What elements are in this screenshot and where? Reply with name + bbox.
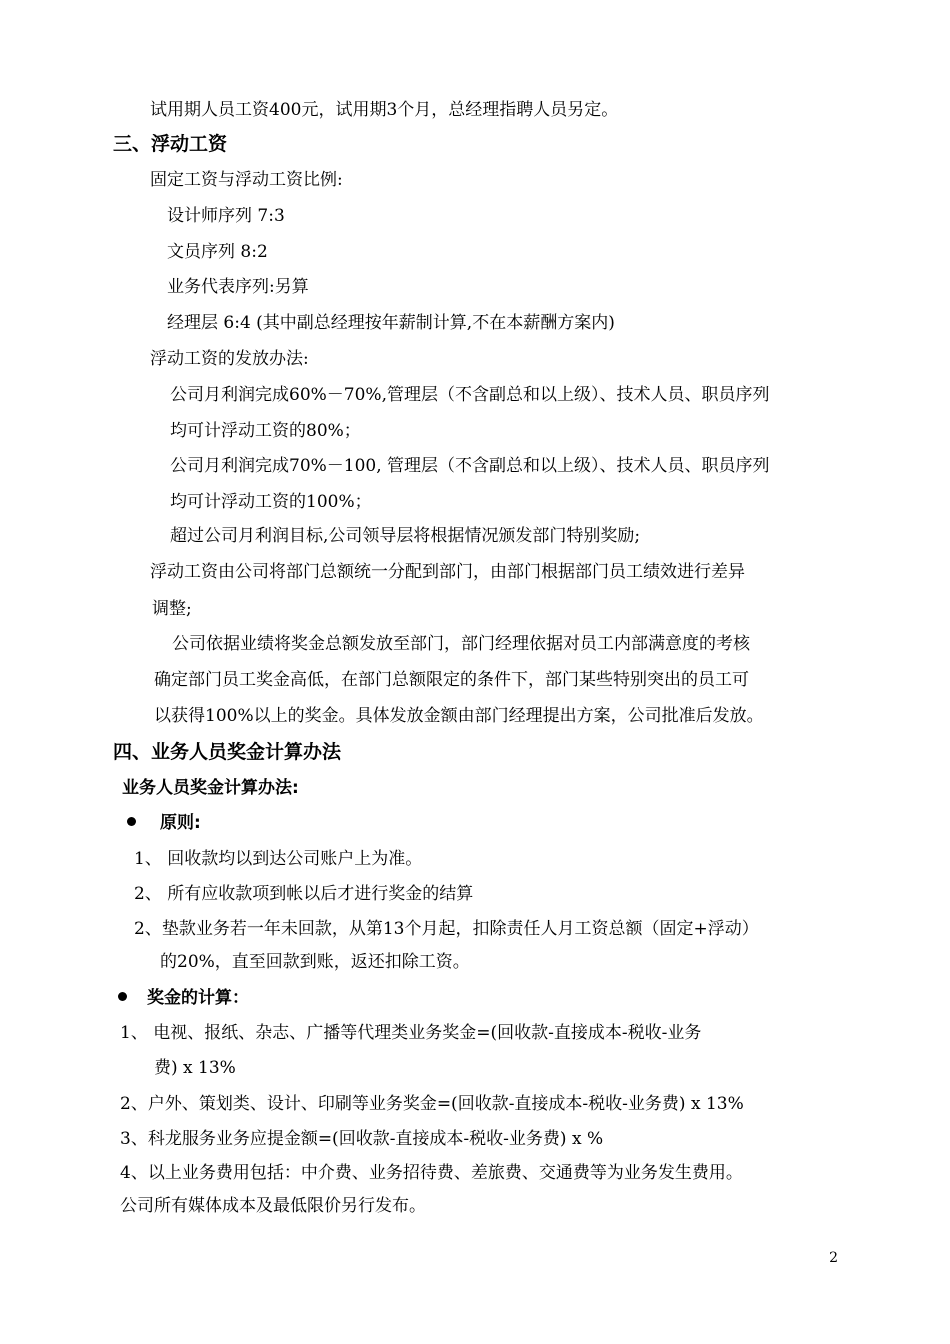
section-heading: 三、浮动工资 (113, 133, 228, 155)
text-line: 设计师序列 7:3 (167, 206, 285, 226)
text-line: 费) x 13% (154, 1058, 236, 1078)
text-line: 固定工资与浮动工资比例: (150, 170, 343, 190)
text-line: 1、 回收款均以到达公司账户上为准。 (134, 849, 423, 869)
text-line: 3、科龙服务业务应提金额=(回收款-直接成本-税收-业务费) x % (120, 1129, 604, 1149)
text-line: 4、以上业务费用包括：中介费、业务招待费、差旅费、交通费等为业务发生费用。 (120, 1163, 743, 1183)
text-line: 以获得100%以上的奖金。具体发放金额由部门经理提出方案，公司批准后发放。 (154, 706, 764, 726)
text-line: 经理层 6:4 (其中副总经理按年薪制计算,不在本薪酬方案内) (167, 313, 615, 333)
page-number: 2 (829, 1250, 838, 1266)
subheading: 业务人员奖金计算办法: (122, 778, 299, 798)
bullet-item (127, 811, 201, 835)
text-line: 调整; (152, 599, 192, 619)
text-line: 2、 所有应收款项到帐以后才进行奖金的结算 (134, 884, 474, 904)
text-line: 2、户外、策划类、设计、印刷等业务奖金=(回收款-直接成本-税收-业务费) x 13% (120, 1094, 744, 1114)
bullet-label: 原则: (160, 813, 201, 833)
text-line: 确定部门员工奖金高低，在部门总额限定的条件下，部门某些特别突出的员工可 (154, 670, 749, 690)
text-line: 的20%，直至回款到账，返还扣除工资。 (160, 952, 470, 972)
text-line: 2、垫款业务若一年未回款，从第13个月起，扣除责任人月工资总额（固定+浮动） (134, 919, 759, 939)
text-line: 公司月利润完成70%－100, 管理层（不含副总和以上级）、技术人员、职员序列 (170, 456, 770, 476)
text-line: 公司所有媒体成本及最低限价另行发布。 (120, 1196, 426, 1216)
text-line: 浮动工资由公司将部门总额统一分配到部门，由部门根据部门员工绩效进行差异 (150, 562, 745, 582)
text-line: 文员序列 8:2 (167, 242, 268, 262)
text-line: 公司月利润完成60%－70%,管理层（不含副总和以上级）、技术人员、职员序列 (170, 385, 770, 405)
bullet-label: 奖金的计算： (147, 988, 249, 1008)
text-line: 均可计浮动工资的80%； (170, 421, 361, 441)
bullet-icon (127, 817, 136, 826)
text-line: 试用期人员工资400元，试用期3个月，总经理指聘人员另定。 (150, 100, 619, 120)
text-line: 超过公司月利润目标,公司领导层将根据情况颁发部门特别奖励; (170, 526, 641, 546)
text-line: 公司依据业绩将奖金总额发放至部门，部门经理依据对员工内部满意度的考核 (172, 634, 750, 654)
text-line: 均可计浮动工资的100%； (170, 492, 372, 512)
text-line: 业务代表序列:另算 (167, 277, 309, 297)
section-heading: 四、业务人员奖金计算办法 (113, 741, 342, 763)
bullet-icon (118, 992, 127, 1001)
bullet-item (118, 986, 249, 1010)
text-line: 浮动工资的发放办法: (150, 349, 309, 369)
text-line: 1、 电视、报纸、杂志、广播等代理类业务奖金=(回收款-直接成本-税收-业务 (120, 1023, 702, 1043)
